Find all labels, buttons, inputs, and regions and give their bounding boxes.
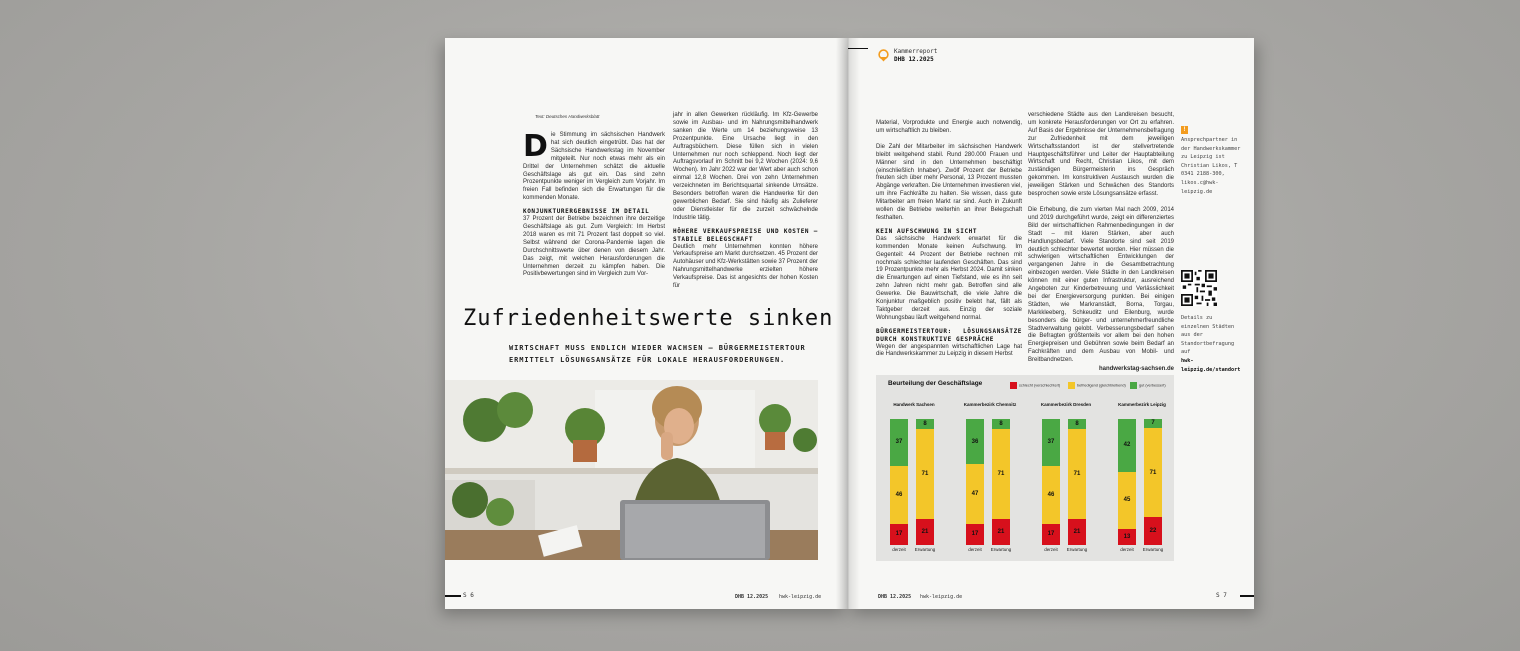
- legend-label-neutral: befriedigend (gleichbleibend): [1077, 383, 1126, 388]
- paragraph-verkaufspreise: Deutlich mehr Unternehmen konnten höhere Verkaufspreise am Markt durchsetzen. 45 Prozent der Autohäuser und Kfz-Werkstätten sowie 37 Prozent der Nahrungsmittelhandwerke erzielten höhere Verkaufspreise. Das ist angesichts der hohen Kosten für: [673, 243, 818, 290]
- qr-code-icon[interactable]: [1181, 270, 1217, 306]
- qr-link[interactable]: hwk-leipzig.de/standort: [1181, 357, 1241, 373]
- left-column-2: [673, 112, 818, 291]
- bar-label: Erwartung: [1066, 547, 1088, 552]
- legend-good: [1130, 382, 1166, 389]
- group-label-0: Handwerk Sachsen: [893, 402, 935, 407]
- bar-segment-bad: 21: [1068, 519, 1086, 545]
- legend-neutral: [1068, 382, 1126, 389]
- bar-label: Erwartung: [914, 547, 936, 552]
- paragraph-buergermeistertour: Wegen der angespannten wirtschaftlichen Lage hat die Handwerkskammer zu Leipzig in diesem Herbst: [876, 343, 1022, 358]
- left-column-1: [523, 129, 665, 279]
- article-subheadline: WIRTSCHAFT MUSS ENDLICH WIEDER WACHSEN – BÜRGERMEISTERTOUR ERMITTELT LÖSUNGSANSÄTZE FÜR LOKALE HERAUSFORDERUNGEN.: [509, 344, 806, 364]
- bar-segment-bad: 17: [1042, 524, 1060, 545]
- paragraph-staedte: verschiedene Städte aus den Landkreisen besucht, um konkrete Herausforderungen vor Ort zu erfahren. Auf Basis der Ergebnisse der Unternehmensbefragung zur Zufriedenheit mit dem jeweiligen Wirtschaftsstandort ist der stellvertretende Hauptgeschäftsführer und Leiter der Hauptabteilung Wirtschaft und Recht, Christian Likos, mit dem zuständigen Bürgermeisterin ins Gespräch gekommen. Im konstruktiven Austausch wurden die jeweiligen Stärken und Schwächen des Standorts besprochen sowie erste Lösungsansätze erfasst.: [1028, 112, 1174, 198]
- bar-segment-good: 7: [1144, 419, 1162, 428]
- paragraph-konjunktur: 37 Prozent der Betriebe bezeichnen ihre derzeitige Geschäftslage als gut. Zum Vergleich: Im Herbst 2018 waren es mit 71 Prozent fast doppelt so viel. Selbst während der Corona-Pandemie lagen die Durchschnittswerte über denen von diesem Jahr. Das zeigt, mit welchen Herausforderungen die Unternehmen derzeit zu kämpfen haben. Die Positivbewertungen sind im Vergleich zum Vor-: [523, 216, 665, 278]
- legend-label-bad: schlecht (verschlechtert): [1019, 383, 1061, 388]
- left-page-number: S 6: [463, 592, 474, 599]
- paragraph-gewerke: jahr in allen Gewerken rückläufig. Im Kfz-Gewerbe sowie im Ausbau- und im Nahrungsmittelhandwerk sanken die Werte um 14 beziehungsweise 13 Prozentpunkte. Eine Ursache liegt in den Auftragsbüchern. Diese füllen sich in vielen Unternehmen nur noch schleppend. Noch liegt der Auftragsvorlauf im Schnitt bei 9,2 Wochen (2024: 9,6 Wochen). Im Jahr 2022 war der Wert aber auch schon einmal 12,8 Wochen. Drei von zehn Unternehmen verzeichneten im Berichtsquartal sinkende Umsätze. Besonders betroffen waren die Handwerke für den gewerblichen Bedarf. Sie sind häufig als Zulieferer oder Dienstleister für die zurzeit schwächelnde Industrie tätig.: [673, 112, 818, 221]
- photo-woman-at-laptop-illustration: [445, 380, 818, 560]
- bar-segment-neutral: 71: [916, 429, 934, 518]
- contact-sidebar: [1181, 126, 1243, 196]
- paragraph-aufschwung: Das sächsische Handwerk erwartet für die kommenden Monate keinen Aufschwung. Im Gegenteil: 44 Prozent der Betriebe rechnen mit nochmals schlechter laufenden Geschäften. Das sind 19 Prozentpunkte mehr als Herbst 2024. Damit sinken die Erwartungen auf einen Tiefstand, wie es ihn seit zehn Jahren nicht mehr gab. Betroffen sind alle Gewerke. Die Bauwirtschaft, die viele Jahre die Konjunktur maßgeblich positiv belebt hat, fällt als Taktgeber derzeit aus. Einzig der soziale Wohnungsbau läuft weitgehend normal.: [876, 235, 1022, 321]
- bar-segment-good: 8: [1068, 419, 1086, 429]
- right-column-1: [876, 120, 1022, 359]
- bar-segment-good: 42: [1118, 419, 1136, 472]
- bar-segment-neutral: 46: [1042, 466, 1060, 524]
- subheading-konjunktur: KONJUNKTURERGEBNISSE IM DETAIL: [523, 208, 650, 216]
- article-headline: Zufriedenheitswerte sinken: [463, 306, 834, 331]
- bar-segment-bad: 21: [916, 519, 934, 545]
- group-label-2: Kammerbezirk Dresden: [1040, 402, 1092, 407]
- subheading-buergermeistertour: BÜRGERMEISTERTOUR: LÖSUNGSANSÄTZE DURCH KONSTRUKTIVE GESPRÄCHE: [876, 327, 1022, 343]
- footer-rule-left: [445, 595, 461, 597]
- bar-segment-good: 37: [890, 419, 908, 466]
- bar-label: derzeit: [968, 547, 982, 552]
- drop-cap: D: [523, 129, 548, 164]
- paragraph-material: Material, Vorprodukte und Energie auch notwendig, um wirtschaftlich zu bleiben.: [876, 120, 1022, 134]
- info-mark-icon: !: [1182, 126, 1187, 133]
- paragraph-erhebung: Die Erhebung, die zum vierten Mal nach 2009, 2014 und 2019 durchgeführt wurde, zeigt ein differenziertes Bild der wirtschaftlichen Rahmenbedingungen in der Stadt – mit klaren Stärken, aber auch Handlungsbedarf. Viele Standorte sind seit 2019 deutlich schlechter bewertet worden. Hier müssen die schwierigen wirtschaftlichen Entwicklungen der vergangenen Jahre in die Gesamtbetrachtung einbezogen werden. Viele Städte in den Landkreisen können mit einer guten Infrastruktur, ausreichend Angeboten zur Kinderbetreuung und Verlässlichkeit bei der Energieversorgung punkten. Bei einigen Städten, wie Markranstädt, Borna, Torgau, Markkleeberg, Schkeuditz und Eilenburg, wurde besonders die bürger- und unternehmerfreundliche Stadtverwaltung gelobt. Verbesserungsbedarf sahen die Befragten größtenteils vor allem bei den hohen Energiepreisen und Gebühren sowie beim Bedarf an Fachkräften und dem Ausbau von Mobil- und Breitbandnetzen.: [1028, 206, 1174, 364]
- bar-segment-good: 8: [992, 419, 1010, 429]
- qr-sidebar: [1181, 314, 1243, 374]
- right-footer-site: hwk-leipzig.de: [920, 594, 963, 600]
- intro-paragraph: ie Stimmung im sächsischen Handwerk hat sich deutlich eingetrübt. Das hat der Sächsische Handwerkstag im November mitgeteilt. Nur noch etwas mehr als ein Drittel der Unternehmen schätzt die aktuelle Geschäftslage als gut ein. Das sind zehn Prozentpunkte weniger im Vergleich zum Vorjahr. Im freien Fall befinden sich die Erwartungen für die kommenden Monate.: [523, 132, 665, 202]
- right-column-2: [1028, 112, 1174, 374]
- contact-text: Ansprechpartner in der Handwerkskammer zu Leipzig ist Christian Likos, T 0341 2188-300, likos.c@hwk-leipzig.de: [1181, 137, 1241, 195]
- business-situation-chart: [876, 375, 1174, 561]
- group-label-3: Kammerbezirk Leipzig: [1118, 402, 1166, 407]
- paragraph-mitarbeiter: Die Zahl der Mitarbeiter im sächsischen Handwerk bleibt weitgehend stabil. Rund 280.000 Frauen und Männer sind in den Unternehmen beschäftigt (einschließlich Inhaber). Zwölf Prozent der Betriebe freuten sich über mehr Personal, 13 Prozent mussten Abgänge verkraften. Die Unternehmen investieren viel, um ihre Fachkräfte zu halten. Sie wissen, dass gute Mitarbeiter am freien Markt rar sind. Auch in Zukunft wollen die Betriebe weiterhin an ihrer Belegschaft festhalten.: [876, 143, 1022, 221]
- bar-segment-bad: 17: [966, 524, 984, 545]
- text-credit: Text: Deutsches Handwerksblatt: [535, 114, 600, 119]
- bar-segment-good: 36: [966, 419, 984, 464]
- qr-description: Details zu einzelnen Städten aus der Standortbefragung auf: [1181, 315, 1235, 356]
- bar-label: derzeit: [892, 547, 906, 552]
- section-label: Kammerreport: [894, 48, 938, 55]
- bar-segment-neutral: 71: [1068, 429, 1086, 518]
- footer-rule-right: [1240, 595, 1254, 597]
- subheading-aufschwung: KEIN AUFSCHWUNG IN SICHT: [876, 227, 978, 235]
- right-footer-issue: DHB 12.2025: [878, 594, 912, 600]
- bar-label: Erwartung: [990, 547, 1012, 552]
- article-photo: [445, 380, 818, 560]
- location-pin-icon: [878, 49, 889, 62]
- bar-label: Erwartung: [1142, 547, 1164, 552]
- legend-bad: [1010, 382, 1060, 389]
- bar-segment-neutral: 71: [1144, 428, 1162, 517]
- bar-segment-neutral: 47: [966, 464, 984, 523]
- right-page-number: S 7: [1216, 592, 1227, 599]
- bar-segment-neutral: 46: [890, 466, 908, 524]
- left-page: [445, 38, 848, 609]
- left-footer-site: hwk-leipzig.de: [779, 594, 822, 600]
- bar-segment-bad: 21: [992, 519, 1010, 545]
- left-footer-issue: DHB 12.2025: [735, 594, 769, 600]
- bar-segment-bad: 13: [1118, 529, 1136, 545]
- right-page: [848, 38, 1254, 609]
- bar-segment-bad: 22: [1144, 517, 1162, 545]
- legend-swatch-good: [1130, 382, 1137, 389]
- header-issue: DHB 12.2025: [894, 56, 934, 63]
- bar-segment-good: 37: [1042, 419, 1060, 466]
- group-label-1: Kammerbezirk Chemnitz: [963, 402, 1017, 407]
- bar-label: derzeit: [1120, 547, 1134, 552]
- source-link[interactable]: handwerkstag-sachsen.de: [1098, 366, 1174, 373]
- bar-segment-good: 8: [916, 419, 934, 429]
- bar-label: derzeit: [1044, 547, 1058, 552]
- bar-segment-neutral: 71: [992, 429, 1010, 518]
- legend-label-good: gut (verbessert): [1139, 383, 1166, 388]
- header-rule: [848, 48, 868, 49]
- subheading-verkaufspreise: HÖHERE VERKAUFSPREISE UND KOSTEN – STABILE BELEGSCHAFT: [673, 227, 818, 243]
- legend-swatch-neutral: [1068, 382, 1075, 389]
- bar-segment-bad: 17: [890, 524, 908, 545]
- chart-title: Beurteilung der Geschäftslage: [888, 380, 983, 387]
- bar-segment-neutral: 45: [1118, 472, 1136, 529]
- legend-swatch-bad: [1010, 382, 1017, 389]
